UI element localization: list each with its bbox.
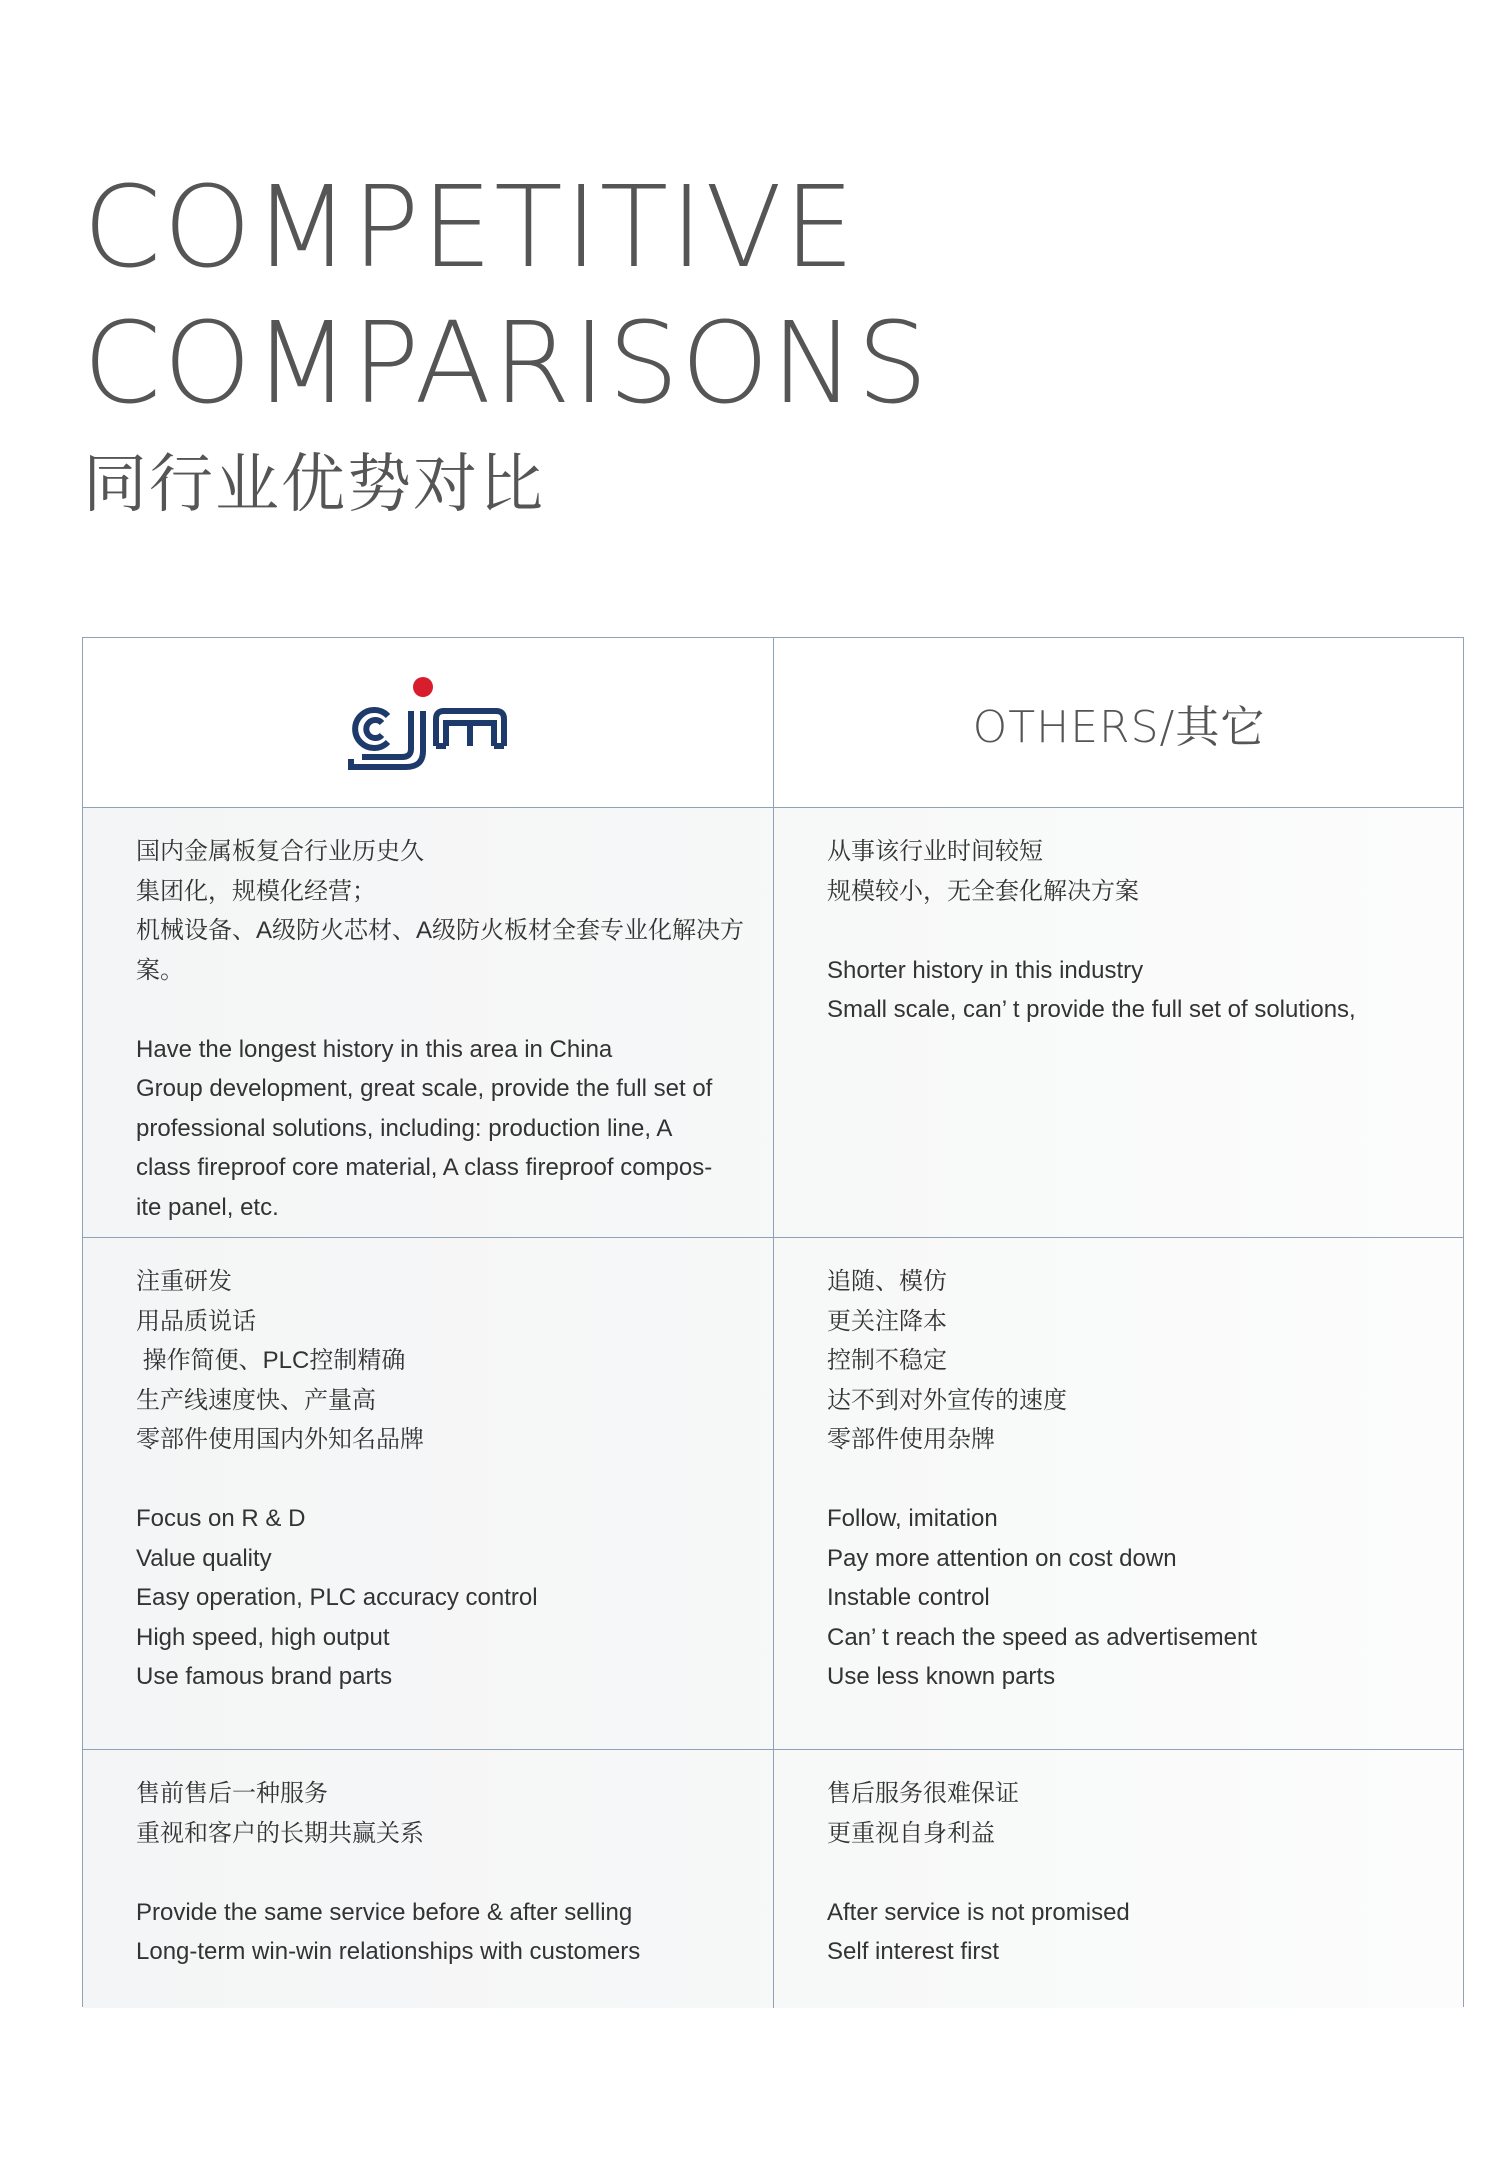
text-line: 更关注降本 bbox=[827, 1307, 947, 1335]
text-line: 零部件使用国内外知名品牌 bbox=[136, 1426, 424, 1453]
text-line: 从事该行业时间较短 bbox=[827, 838, 1043, 865]
table-row bbox=[83, 1237, 1463, 1749]
others-label: OTHERS/其它 bbox=[972, 701, 1266, 753]
text-line: 达不到对外宣传的速度 bbox=[827, 1386, 1067, 1414]
text-line: Group development, great scale, provide the full set of bbox=[136, 1075, 713, 1102]
text-line: Value quality bbox=[136, 1544, 272, 1572]
others-cell-service bbox=[773, 1750, 1465, 2008]
header-cell-cjm bbox=[83, 638, 773, 807]
text-line: Long-term win-win relationships with customers bbox=[136, 1938, 641, 1965]
text-line: Shorter history in this industry bbox=[827, 956, 1144, 984]
text-line: Focus on R & D bbox=[136, 1505, 306, 1532]
text-line: 控制不稳定 bbox=[827, 1347, 947, 1374]
text-line: ite panel, etc. bbox=[136, 1193, 279, 1221]
comparison-table bbox=[82, 637, 1464, 2007]
text-line: Easy operation, PLC accuracy control bbox=[136, 1584, 538, 1611]
page-subtitle: 同行业优势对比 bbox=[83, 448, 545, 522]
text-line: 更重视自身利益 bbox=[827, 1819, 995, 1847]
others-cell-quality bbox=[773, 1238, 1465, 1749]
text-line: 零部件使用杂牌 bbox=[827, 1426, 995, 1453]
text-line: class fireproof core material, A class fireproof compos- bbox=[136, 1154, 713, 1181]
cjm-cell-history bbox=[83, 808, 773, 1237]
text-line: High speed, high output bbox=[136, 1623, 390, 1651]
text-line: Small scale, can’ t provide the full set of solutions, bbox=[827, 996, 1356, 1023]
text-line: 机械设备、A级防火芯材、A级防火板材全套专业化解决方 bbox=[136, 917, 745, 944]
text-line: professional solutions, including: production line, A bbox=[136, 1114, 673, 1142]
text-line: Use famous brand parts bbox=[136, 1663, 393, 1690]
cjm-logo-text: cjm bbox=[348, 670, 350, 672]
table-header-row bbox=[83, 638, 1463, 807]
text-line: 案。 bbox=[136, 956, 184, 984]
table-row bbox=[83, 807, 1463, 1237]
cjm-cell-service bbox=[83, 1750, 773, 2008]
header-cell-others bbox=[773, 638, 1465, 807]
text-line: 生产线速度快、产量高 bbox=[136, 1386, 376, 1414]
text-line: Can’ t reach the speed as advertisement bbox=[827, 1623, 1258, 1651]
text-line: Follow, imitation bbox=[827, 1505, 998, 1532]
cjm-cell-quality bbox=[83, 1238, 773, 1749]
text-line: Provide the same service before & after selling bbox=[136, 1898, 633, 1926]
text-line: 注重研发 bbox=[136, 1268, 232, 1295]
text-line: 规模较小，无全套化解决方案 bbox=[827, 877, 1139, 905]
text-line: 追随、模仿 bbox=[827, 1268, 947, 1295]
text-line: 操作简便、PLC控制精确 bbox=[136, 1347, 406, 1374]
text-line: 集团化，规模化经营； bbox=[136, 877, 376, 905]
text-line: Pay more attention on cost down bbox=[827, 1544, 1177, 1572]
table-row bbox=[83, 1749, 1463, 2008]
cjm-logo-icon bbox=[348, 671, 508, 775]
page-title bbox=[83, 160, 930, 432]
text-line: 售前售后一种服务 bbox=[136, 1780, 328, 1807]
text-line: Have the longest history in this area in China bbox=[136, 1035, 613, 1063]
text-line: Instable control bbox=[827, 1584, 990, 1611]
text-line: Use less known parts bbox=[827, 1663, 1056, 1690]
text-line: 用品质说话 bbox=[136, 1307, 256, 1335]
page-title-line-2: COMPARISONS bbox=[83, 299, 930, 429]
text-line: Self interest first bbox=[827, 1938, 1000, 1965]
text-line: 售后服务很难保证 bbox=[827, 1780, 1019, 1807]
page-title-line-1: COMPETITIVE bbox=[83, 163, 857, 293]
text-line: After service is not promised bbox=[827, 1898, 1130, 1926]
text-line: 重视和客户的长期共赢关系 bbox=[136, 1819, 424, 1847]
others-cell-history bbox=[773, 808, 1465, 1237]
text-line: 国内金属板复合行业历史久 bbox=[136, 838, 424, 865]
